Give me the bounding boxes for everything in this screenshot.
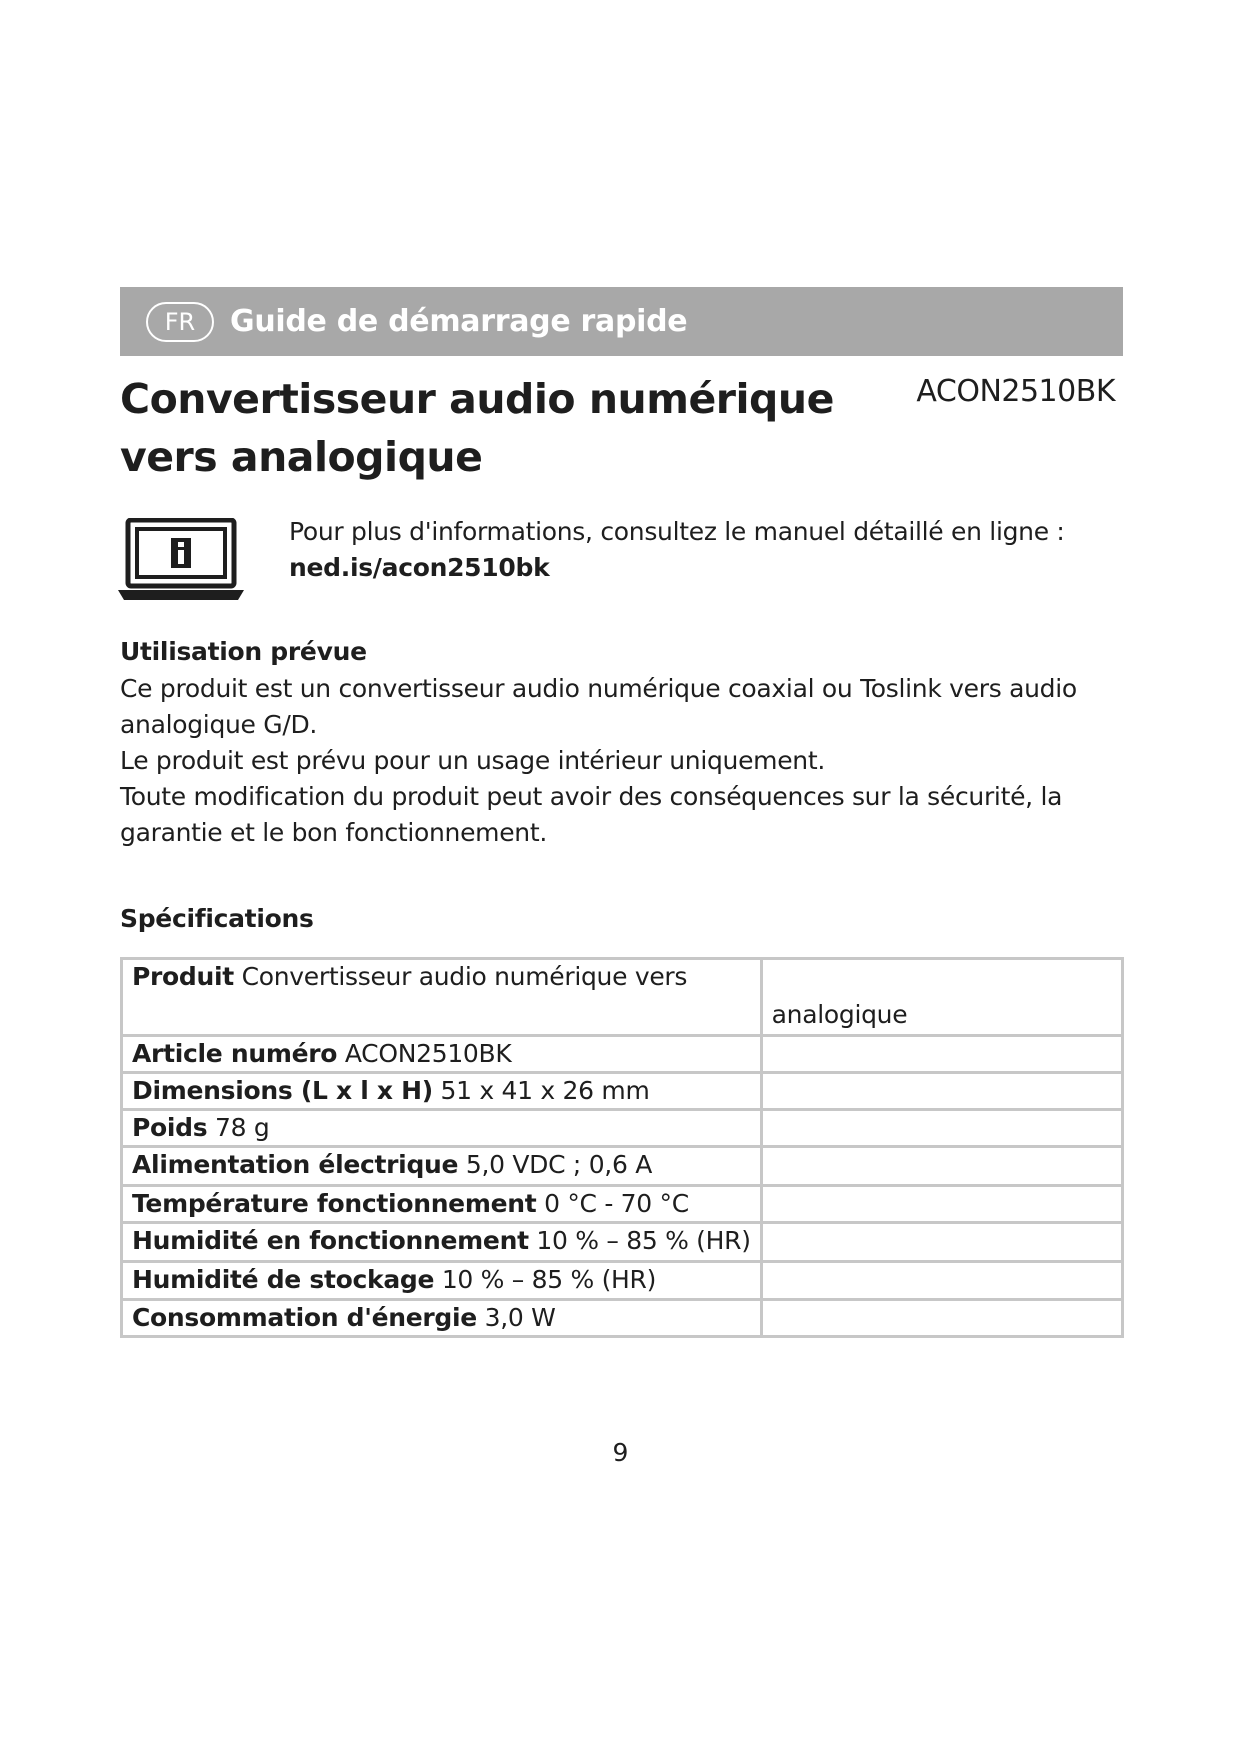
banner-title: Guide de démarrage rapide [230,304,688,339]
spec-cell [761,1262,1122,1300]
spec-cell [122,1262,762,1300]
spec-cell [761,959,1122,1036]
manual-link[interactable]: ned.is/acon2510bk [289,553,550,582]
intended-use-paragraph: Toute modification du produit peut avoir des conséquences sur la sécurité, la garantie et le bon fonctionnement. [120,782,1063,847]
table-row [122,1036,1123,1073]
spec-cell [122,1300,762,1337]
spec-cell [122,1186,762,1223]
spec-value-continued: analogique [771,1000,908,1029]
spec-label: Température fonctionnement [132,1189,537,1218]
spec-cell [761,1300,1122,1337]
spec-label: Humidité en fonctionnement [132,1226,529,1255]
table-row [122,1262,1123,1300]
spec-value: 3,0 W [484,1303,556,1332]
spec-cell [761,1110,1122,1147]
table-row [122,1223,1123,1262]
info-note [289,514,1065,586]
spec-value: 5,0 VDC ; 0,6 A [465,1150,653,1179]
spec-value: 51 x 41 x 26 mm [440,1076,650,1105]
intended-use-text [120,671,1100,851]
spec-label: Humidité de stockage [132,1265,435,1294]
language-badge: FR [146,302,214,342]
table-row [122,959,1123,1036]
spec-value: ACON2510BK [344,1039,512,1068]
document-title: Convertisseur audio numérique vers analogique [120,375,834,481]
spec-cell [122,1036,762,1073]
specifications-table [120,957,1124,1338]
spec-cell [122,959,762,1036]
table-row [122,1073,1123,1110]
model-code: ACON2510BK [916,374,1115,409]
spec-label: Article numéro [132,1039,338,1068]
spec-cell [761,1186,1122,1223]
spec-value: Convertisseur audio numérique vers [241,962,688,991]
spec-cell [122,1110,762,1147]
specifications-heading: Spécifications [120,904,314,933]
laptop-info-icon [118,518,244,604]
table-row [122,1186,1123,1223]
intended-use-heading: Utilisation prévue [120,637,367,666]
spec-value: 10 % – 85 % (HR) [536,1226,751,1255]
spec-cell [122,1147,762,1186]
spec-cell [761,1147,1122,1186]
spec-cell [761,1223,1122,1262]
intended-use-paragraph: Le produit est prévu pour un usage intérieur uniquement. [120,746,826,775]
spec-label: Consommation d'énergie [132,1303,477,1332]
spec-label: Poids [132,1113,208,1142]
info-text: Pour plus d'informations, consultez le manuel détaillé en ligne : [289,517,1065,546]
table-row [122,1300,1123,1337]
spec-label: Dimensions (L x l x H) [132,1076,433,1105]
page-number: 9 [612,1438,629,1467]
spec-value: 0 °C - 70 °C [544,1189,689,1218]
table-row [122,1110,1123,1147]
spec-label: Produit [132,962,234,991]
spec-cell [761,1036,1122,1073]
spec-value: 10 % – 85 % (HR) [441,1265,657,1294]
spec-cell [122,1223,762,1262]
spec-cell [761,1073,1122,1110]
spec-cell [122,1073,762,1110]
header-banner [120,287,1123,356]
spec-label: Alimentation électrique [132,1150,459,1179]
spec-value: 78 g [215,1113,270,1142]
table-row [122,1147,1123,1186]
intended-use-paragraph: Ce produit est un convertisseur audio numérique coaxial ou Toslink vers audio analogique G/D. [120,674,1077,739]
